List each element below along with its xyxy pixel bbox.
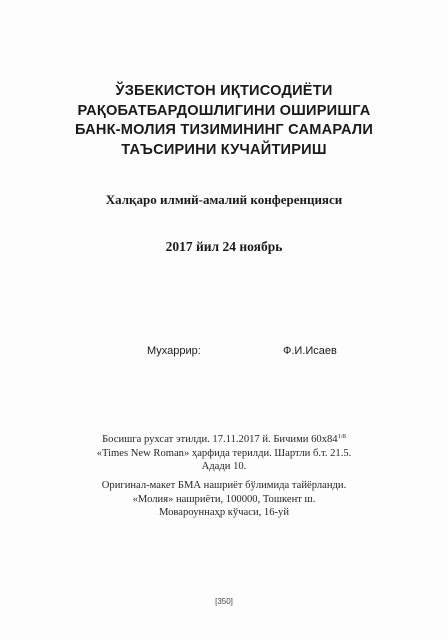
imprint-line: Адади 10. [201, 461, 247, 472]
conference-date: 2017 йил 24 ноябрь [165, 239, 283, 254]
title-line: БАНК-МОЛИЯ ТИЗИМИНИНГ САМАРАЛИ [74, 122, 374, 138]
print-imprint [0, 430, 448, 474]
conference-title [0, 82, 448, 160]
title-line: ЎЗБЕКИСТОН ИҚТИСОДИЁТИ [115, 83, 333, 99]
publisher-info [0, 479, 448, 520]
title-line: РАҚОБАТБАРДОШЛИГИНИ ОШИРИШГА [77, 102, 371, 119]
publisher-line: «Молия» нашриёти, 100000, Тошкент ш. [132, 493, 316, 505]
format-superscript: 1/8 [337, 433, 346, 440]
conference-subtitle: Халқаро илмий-амалий конференцияси [105, 192, 343, 207]
title-line: ТАЪСИРИНИ КУЧАЙТИРИШ [121, 141, 327, 158]
page-number: [350] [215, 597, 233, 606]
publisher-line: Мовароуннаҳр кўчаси, 16-уй [158, 507, 290, 518]
editor-label: Мухаррир: [147, 345, 201, 357]
imprint-line-text: Босишга рухсат этилди. 17.11.2017 й. Бичими 60х84 [102, 434, 338, 445]
imprint-line: «Times New Roman» ҳарфида терилди. Шартли б.т. 21.5. [96, 447, 352, 459]
editor-name: Ф.И.Исаев [283, 345, 337, 357]
publisher-line: Оригинал-макет БМА нашриёт бўлимида тайёрланди. [101, 480, 347, 491]
imprint-line [0, 430, 448, 447]
